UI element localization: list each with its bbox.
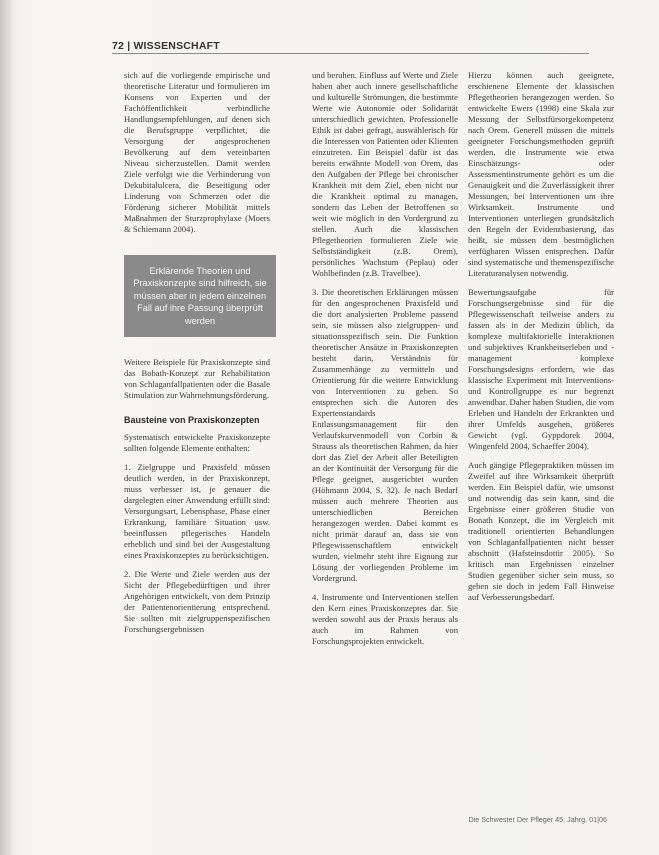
paragraph: Weitere Beispiele für Praxiskonzepte sind das Bobath-Konzept zur Rehabilitation von Schlaganfallpatienten oder die Basale Stimulation zur Wahrnehmungsförderung. <box>124 357 270 401</box>
text-column-1 <box>124 70 270 643</box>
paragraph: und beruhen. Einfluss auf Werte und Ziele haben aber auch innere gesellschaftliche und kulturelle Strömungen, die bestimmte Werte wie Autonomie oder Solidarität unterschiedlich gewichten. Professionelle Ethik ist dabei gefragt, auswählerisch für die Interessen von Patienten oder Klienten einzutreten. Ein Beispiel dafür ist das bereits erwähnte Modell von Orem, das den Aufgaben der Pflege bei chronischer Krankheit mit dem Ziel, eben nicht nur die Krankheit optimal zu managen, sondern das Leben der Betroffenen so weit wie möglich in den Vordergrund zu stellen. Auch die klassischen Pflegetheorien formulieren Ziele wie Selbstständigkeit (z.B. Orem), persönliches Wachstum (Peplau) oder Wohlbefinden (z.B. Travelbee). <box>312 70 458 278</box>
binding-shadow <box>0 0 18 855</box>
text-column-2 <box>312 70 458 655</box>
paragraph: Systematisch entwickelte Praxiskonzepte sollten folgende Elemente enthalten: <box>124 432 270 454</box>
paragraph: sich auf die vorliegende empirische und theoretische Literatur und formulieren im Konsens von Experten und der Fachöffentlichkeit verbindliche Handlungsempfehlungen, auf denen sich die Berufsgruppe verpflichtet, die Versorgung der angesprochenen Bevölkerung auf dem vereinbarten Niveau sicherzustellen. Damit werden Ziele verfolgt wie die Verhinderung von Dekubitalulcera, die Beseitigung oder Linderung von Schmerzen oder die Förderung sicherer Mobilität mittels Maßnahmen der Sturzprophylaxe (Moers & Schiemann 2004). <box>124 70 270 234</box>
text-column-3 <box>468 70 614 611</box>
paragraph: 3. Die theoretischen Erklärungen müssen für den angesprochenen Praxisfeld und die dort analysierten Probleme passend sein, sie müssen also zielgruppen- und situationsspezifisch sein. Die Funktion theoretischer Ansätze in Praxiskonzepten besteht darin, Verständnis für Zusammenhänge zu vermitteln und Orientierung für die weitere Entwicklung von Interventionen zu geben. So entsprechen sich die Autoren des Expertenstandards Entlassungsmanagement für den Verlaufskurvenmodell von Corbin & Strauss als theoretischen Rahmen, da hier dort das Ziel der Arbeit aller Beteiligten an der Kontinuität der Versorgung für die Pflege geeignet, ausgerichtet wurden (Höhmann 2004, S. 32). Je nach Bedarf müssen auch mehrere Theorien aus unterschiedlichen Bereichen herangezogen werden. Dabei kommt es nicht primär darauf an, dass sie von Pflegewissenschaftlern entwickelt wurden, vielmehr steht ihre Eignung zur Lösung der vorliegenden Probleme im Vordergrund. <box>312 287 458 583</box>
paragraph: Bewertungsaufgabe für Forschungsergebnisse sind für die Pflegewissenschaft teilweise anders zu fassen als in der Medizin üblich, da komplexe multifaktorielle Interaktionen und subjektives Krankheitserleben und -management komplexe Forschungsdesigns erfordern, wie das klassische Experiment mit Interventions- und Kontrollgruppe es nur begrenzt anwendbar. Daher haben Studien, die vom Erleben und Handeln der Erkrankten und ihrer Umfelds ausgehen, größeres Gewicht (vgl. Gyppdorek 2004, Wingenfeld 2004, Schaeffer 2004). <box>468 287 614 451</box>
paragraph: Hierzu können auch geeignete, erschienene Elemente der klassischen Pflegetheorien herangezogen werden. So entwickelte Ewers (1998) eine Skala zur Messung der Selbstfürsorgekompetenz nach Orem. Generell müssen die mittels geeigneter Forschungsmethoden geprüft werden, die Instrumente wie etwa Einschätzungs- oder Assessmentinstrumente gehört es um die Genauigkeit und die Zuverlässigkeit ihrer Messungen, bei Interventionen um ihre Wirksamkeit. Instrumente und Interventionen unterliegen grundsätzlich den Regeln der Evidenzbasierung, das heißt, sie müssen dem bestmöglichen verfügbaren Wissen entsprechen. Dafür sind systematische und themenspezifische Literaturanalysen notwendig. <box>468 70 614 278</box>
paragraph: 4. Instrumente und Interventionen stellen den Kern eines Praxiskonzeptes dar. Sie werden sowohl aus der Praxis heraus als auch im Rahmen von Forschungsprojekten entwickelt. <box>312 592 458 646</box>
section-heading: Bausteine von Praxiskonzepten <box>124 415 260 426</box>
pull-quote-callout: Erklärende Theorien und Praxiskonzepte sind hilfreich, sie müssen aber in jedem einzelnen Fall auf ihre Passung überprüft werden <box>124 255 276 337</box>
header-rule <box>112 53 589 54</box>
paragraph: 2. Die Werte und Ziele werden aus der Sicht der Pflegebedürftigen und ihrer Angehörigen entwickelt, von dem Prinzip der Patientenorientierung entsprechend. Sie sollten mit zielgruppenspezifischen Forschungsergebnissen <box>124 569 270 635</box>
paragraph: Auch gängige Pflegepraktiken müssen im Zweifel auf ihre Wirksamkeit überprüft werden. Ein Beispiel dafür, wie umsonst und notwendig das sein kann, sind die Ergebnisse einer größeren Studie von Bonath Konzept, die im Vergleich mit traditionell orientierten Behandlungen von Schlaganfallpatienten nicht besser abschnitt (Hafsteinsdottir 2005). So kritisch man Ergebnissen einzelner Studien gegenüber sicher sein muss, so geben sie doch in jedem Fall Hinweise auf Verbesserungsbedarf. <box>468 460 614 602</box>
running-header: 72 | WISSENSCHAFT <box>112 40 220 52</box>
page-footer: Die Schwester Der Pfleger 45. Jahrg. 01|06 <box>468 815 607 824</box>
paragraph: 1. Zielgruppe und Praxisfeld müssen deutlich werden, in der Praxiskonzept, muss verbesser ist, je genauer die dargelegten einer Anwendung erfüllt sind: Versorgungsart, Lebensphase, Phase einer Erkrankung, familiäre Situation usw. beeinflussen pflegerisches Handeln erheblich und sind bei der Ausgestaltung eines Praxiskonzeptes zu berücksichtigen. <box>124 462 270 561</box>
